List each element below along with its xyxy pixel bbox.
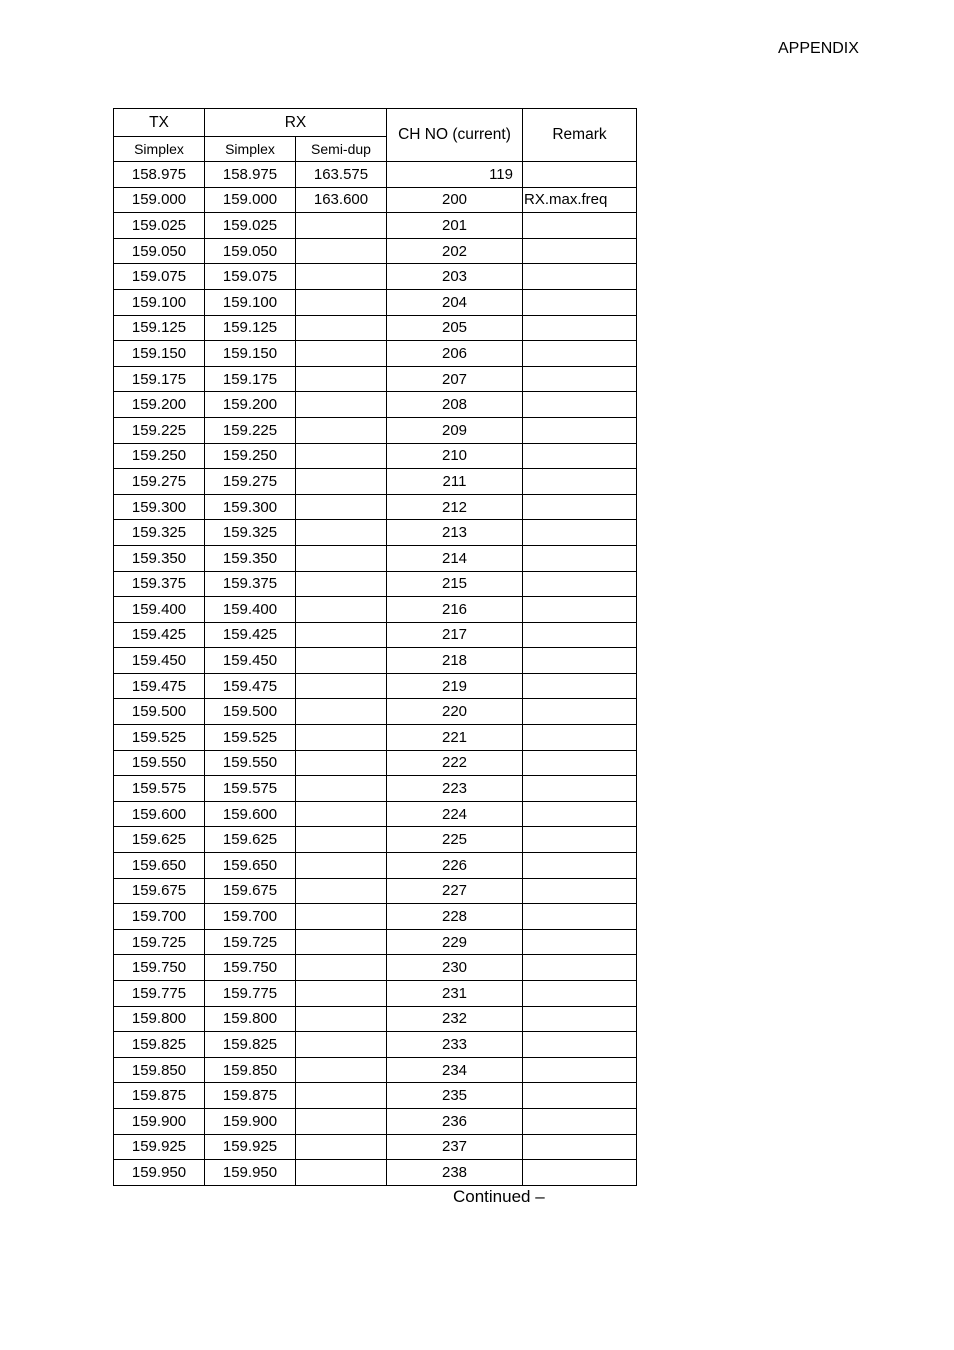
table-row xyxy=(114,878,637,904)
cell-rx-simplex: 159.825 xyxy=(205,1032,296,1058)
cell-rx-simplex: 159.100 xyxy=(205,289,296,315)
table-row xyxy=(114,801,637,827)
cell-remark xyxy=(523,520,637,546)
cell-ch-no: 238 xyxy=(387,1160,523,1186)
table-row xyxy=(114,187,637,213)
cell-rx-semidup xyxy=(296,571,387,597)
table-row xyxy=(114,904,637,930)
cell-rx-simplex: 159.625 xyxy=(205,827,296,853)
cell-ch-no: 201 xyxy=(387,213,523,239)
cell-rx-semidup xyxy=(296,750,387,776)
table-row xyxy=(114,545,637,571)
table-row xyxy=(114,1108,637,1134)
cell-ch-no: 211 xyxy=(387,469,523,495)
cell-rx-semidup xyxy=(296,289,387,315)
cell-rx-simplex: 159.675 xyxy=(205,878,296,904)
cell-remark xyxy=(523,494,637,520)
cell-remark xyxy=(523,366,637,392)
cell-rx-simplex: 159.600 xyxy=(205,801,296,827)
header-ch-no: CH NO (current) xyxy=(387,109,523,162)
table-row xyxy=(114,699,637,725)
cell-rx-semidup xyxy=(296,801,387,827)
continued-note: Continued – xyxy=(453,1187,545,1206)
cell-remark xyxy=(523,264,637,290)
table-body xyxy=(114,162,637,1186)
subheader-rx-semidup: Semi-dup xyxy=(296,137,387,162)
cell-rx-simplex: 159.000 xyxy=(205,187,296,213)
cell-remark xyxy=(523,597,637,623)
cell-rx-semidup xyxy=(296,622,387,648)
cell-remark xyxy=(523,673,637,699)
cell-ch-no: 217 xyxy=(387,622,523,648)
cell-rx-semidup xyxy=(296,904,387,930)
table-row xyxy=(114,213,637,239)
cell-tx: 159.625 xyxy=(114,827,205,853)
cell-remark xyxy=(523,648,637,674)
cell-rx-simplex: 159.800 xyxy=(205,1006,296,1032)
cell-tx: 159.600 xyxy=(114,801,205,827)
cell-remark xyxy=(523,443,637,469)
cell-rx-simplex: 159.150 xyxy=(205,341,296,367)
cell-rx-simplex: 159.175 xyxy=(205,366,296,392)
cell-ch-no: 227 xyxy=(387,878,523,904)
cell-rx-simplex: 159.350 xyxy=(205,545,296,571)
table-row xyxy=(114,622,637,648)
cell-tx: 159.850 xyxy=(114,1057,205,1083)
cell-rx-semidup xyxy=(296,955,387,981)
cell-rx-semidup xyxy=(296,929,387,955)
cell-rx-semidup xyxy=(296,597,387,623)
cell-rx-simplex: 159.325 xyxy=(205,520,296,546)
cell-rx-semidup xyxy=(296,1006,387,1032)
cell-rx-simplex: 159.525 xyxy=(205,725,296,751)
cell-tx: 159.125 xyxy=(114,315,205,341)
cell-rx-simplex: 159.925 xyxy=(205,1134,296,1160)
table-row xyxy=(114,1134,637,1160)
cell-ch-no: 233 xyxy=(387,1032,523,1058)
table-row xyxy=(114,315,637,341)
cell-tx: 159.200 xyxy=(114,392,205,418)
cell-remark xyxy=(523,699,637,725)
cell-ch-no: 236 xyxy=(387,1108,523,1134)
cell-tx: 159.350 xyxy=(114,545,205,571)
cell-ch-no: 224 xyxy=(387,801,523,827)
cell-rx-semidup xyxy=(296,1032,387,1058)
cell-rx-simplex: 159.300 xyxy=(205,494,296,520)
cell-rx-simplex: 158.975 xyxy=(205,162,296,188)
cell-rx-semidup xyxy=(296,341,387,367)
cell-rx-semidup xyxy=(296,494,387,520)
cell-rx-semidup: 163.600 xyxy=(296,187,387,213)
cell-ch-no: 223 xyxy=(387,776,523,802)
cell-tx: 159.900 xyxy=(114,1108,205,1134)
cell-rx-simplex: 159.500 xyxy=(205,699,296,725)
cell-tx: 159.250 xyxy=(114,443,205,469)
cell-rx-semidup xyxy=(296,827,387,853)
table-row xyxy=(114,1006,637,1032)
cell-tx: 159.000 xyxy=(114,187,205,213)
cell-tx: 159.375 xyxy=(114,571,205,597)
cell-rx-semidup xyxy=(296,545,387,571)
cell-rx-semidup xyxy=(296,1134,387,1160)
cell-tx: 159.800 xyxy=(114,1006,205,1032)
table-row xyxy=(114,725,637,751)
cell-tx: 159.400 xyxy=(114,597,205,623)
cell-remark: RX.max.freq xyxy=(523,187,637,213)
cell-remark xyxy=(523,1134,637,1160)
cell-remark xyxy=(523,162,637,188)
cell-remark xyxy=(523,853,637,879)
table-row xyxy=(114,673,637,699)
cell-rx-simplex: 159.050 xyxy=(205,238,296,264)
cell-tx: 159.300 xyxy=(114,494,205,520)
table-row xyxy=(114,571,637,597)
cell-remark xyxy=(523,238,637,264)
table-row xyxy=(114,443,637,469)
table-row xyxy=(114,1083,637,1109)
cell-remark xyxy=(523,801,637,827)
table-row xyxy=(114,648,637,674)
cell-ch-no: 222 xyxy=(387,750,523,776)
cell-rx-simplex: 159.850 xyxy=(205,1057,296,1083)
table-row xyxy=(114,264,637,290)
cell-tx: 159.775 xyxy=(114,981,205,1007)
cell-rx-simplex: 159.875 xyxy=(205,1083,296,1109)
cell-ch-no: 208 xyxy=(387,392,523,418)
cell-remark xyxy=(523,1108,637,1134)
header-remark: Remark xyxy=(523,109,637,162)
cell-rx-semidup xyxy=(296,776,387,802)
cell-remark xyxy=(523,776,637,802)
cell-remark xyxy=(523,1057,637,1083)
cell-rx-semidup xyxy=(296,1160,387,1186)
cell-rx-simplex: 159.025 xyxy=(205,213,296,239)
cell-ch-no: 215 xyxy=(387,571,523,597)
cell-remark xyxy=(523,827,637,853)
cell-rx-semidup xyxy=(296,443,387,469)
cell-rx-semidup xyxy=(296,1108,387,1134)
cell-tx: 159.675 xyxy=(114,878,205,904)
cell-tx: 159.225 xyxy=(114,417,205,443)
cell-rx-semidup xyxy=(296,213,387,239)
table-row xyxy=(114,1160,637,1186)
channel-table xyxy=(113,108,637,1186)
cell-remark xyxy=(523,750,637,776)
cell-tx: 159.025 xyxy=(114,213,205,239)
cell-ch-no: 235 xyxy=(387,1083,523,1109)
cell-remark xyxy=(523,981,637,1007)
cell-rx-simplex: 159.250 xyxy=(205,443,296,469)
cell-rx-semidup xyxy=(296,878,387,904)
cell-remark xyxy=(523,878,637,904)
appendix-header: APPENDIX xyxy=(778,40,859,57)
cell-rx-semidup xyxy=(296,673,387,699)
table-row xyxy=(114,597,637,623)
cell-tx: 159.925 xyxy=(114,1134,205,1160)
cell-tx: 159.650 xyxy=(114,853,205,879)
cell-ch-no: 230 xyxy=(387,955,523,981)
table-row xyxy=(114,929,637,955)
header-rx: RX xyxy=(205,109,387,137)
cell-ch-no: 207 xyxy=(387,366,523,392)
cell-ch-no: 237 xyxy=(387,1134,523,1160)
cell-rx-semidup xyxy=(296,238,387,264)
cell-remark xyxy=(523,469,637,495)
cell-rx-simplex: 159.275 xyxy=(205,469,296,495)
cell-remark xyxy=(523,929,637,955)
cell-rx-semidup xyxy=(296,469,387,495)
cell-tx: 159.175 xyxy=(114,366,205,392)
cell-tx: 159.750 xyxy=(114,955,205,981)
cell-ch-no: 212 xyxy=(387,494,523,520)
cell-tx: 159.450 xyxy=(114,648,205,674)
cell-remark xyxy=(523,392,637,418)
cell-rx-semidup xyxy=(296,1057,387,1083)
cell-rx-semidup xyxy=(296,648,387,674)
cell-rx-simplex: 159.650 xyxy=(205,853,296,879)
cell-tx: 159.950 xyxy=(114,1160,205,1186)
subheader-tx-simplex: Simplex xyxy=(114,137,205,162)
cell-ch-no: 225 xyxy=(387,827,523,853)
table-row xyxy=(114,776,637,802)
cell-ch-no: 219 xyxy=(387,673,523,699)
table-row xyxy=(114,1057,637,1083)
cell-rx-simplex: 159.575 xyxy=(205,776,296,802)
cell-remark xyxy=(523,213,637,239)
cell-remark xyxy=(523,725,637,751)
cell-ch-no: 226 xyxy=(387,853,523,879)
cell-tx: 158.975 xyxy=(114,162,205,188)
table-row xyxy=(114,417,637,443)
cell-tx: 159.525 xyxy=(114,725,205,751)
cell-ch-no: 218 xyxy=(387,648,523,674)
cell-ch-no: 206 xyxy=(387,341,523,367)
cell-remark xyxy=(523,571,637,597)
cell-remark xyxy=(523,341,637,367)
cell-ch-no: 209 xyxy=(387,417,523,443)
cell-ch-no: 229 xyxy=(387,929,523,955)
table-row xyxy=(114,341,637,367)
cell-remark xyxy=(523,904,637,930)
cell-tx: 159.150 xyxy=(114,341,205,367)
table-row xyxy=(114,827,637,853)
cell-rx-simplex: 159.775 xyxy=(205,981,296,1007)
cell-rx-simplex: 159.700 xyxy=(205,904,296,930)
cell-ch-no: 216 xyxy=(387,597,523,623)
cell-tx: 159.550 xyxy=(114,750,205,776)
cell-tx: 159.425 xyxy=(114,622,205,648)
cell-rx-semidup xyxy=(296,1083,387,1109)
cell-remark xyxy=(523,315,637,341)
cell-rx-simplex: 159.750 xyxy=(205,955,296,981)
cell-rx-simplex: 159.200 xyxy=(205,392,296,418)
cell-rx-semidup xyxy=(296,417,387,443)
cell-ch-no: 213 xyxy=(387,520,523,546)
cell-ch-no: 202 xyxy=(387,238,523,264)
cell-rx-simplex: 159.950 xyxy=(205,1160,296,1186)
cell-rx-simplex: 159.225 xyxy=(205,417,296,443)
cell-remark xyxy=(523,417,637,443)
cell-tx: 159.725 xyxy=(114,929,205,955)
cell-rx-simplex: 159.900 xyxy=(205,1108,296,1134)
table-row xyxy=(114,750,637,776)
cell-tx: 159.275 xyxy=(114,469,205,495)
cell-ch-no: 214 xyxy=(387,545,523,571)
cell-rx-simplex: 159.550 xyxy=(205,750,296,776)
cell-rx-simplex: 159.475 xyxy=(205,673,296,699)
cell-ch-no: 232 xyxy=(387,1006,523,1032)
cell-rx-simplex: 159.400 xyxy=(205,597,296,623)
cell-tx: 159.700 xyxy=(114,904,205,930)
cell-remark xyxy=(523,1032,637,1058)
cell-remark xyxy=(523,1006,637,1032)
cell-tx: 159.575 xyxy=(114,776,205,802)
cell-rx-semidup xyxy=(296,520,387,546)
cell-rx-simplex: 159.125 xyxy=(205,315,296,341)
cell-rx-semidup xyxy=(296,264,387,290)
cell-ch-no: 220 xyxy=(387,699,523,725)
cell-tx: 159.475 xyxy=(114,673,205,699)
table-row xyxy=(114,238,637,264)
cell-rx-simplex: 159.725 xyxy=(205,929,296,955)
cell-tx: 159.875 xyxy=(114,1083,205,1109)
table-row xyxy=(114,955,637,981)
cell-ch-no: 204 xyxy=(387,289,523,315)
cell-tx: 159.075 xyxy=(114,264,205,290)
table-row xyxy=(114,981,637,1007)
cell-ch-no: 203 xyxy=(387,264,523,290)
header-tx: TX xyxy=(114,109,205,137)
table-row xyxy=(114,1032,637,1058)
subheader-rx-simplex: Simplex xyxy=(205,137,296,162)
cell-tx: 159.050 xyxy=(114,238,205,264)
table-row xyxy=(114,469,637,495)
cell-ch-no: 205 xyxy=(387,315,523,341)
cell-tx: 159.825 xyxy=(114,1032,205,1058)
cell-rx-semidup: 163.575 xyxy=(296,162,387,188)
cell-rx-semidup xyxy=(296,725,387,751)
cell-remark xyxy=(523,1083,637,1109)
cell-tx: 159.500 xyxy=(114,699,205,725)
cell-remark xyxy=(523,955,637,981)
table-row xyxy=(114,392,637,418)
table-row xyxy=(114,162,637,188)
cell-ch-no: 228 xyxy=(387,904,523,930)
cell-rx-simplex: 159.450 xyxy=(205,648,296,674)
cell-rx-simplex: 159.425 xyxy=(205,622,296,648)
table-row xyxy=(114,520,637,546)
table-row xyxy=(114,366,637,392)
table-row xyxy=(114,494,637,520)
cell-remark xyxy=(523,545,637,571)
table-row xyxy=(114,289,637,315)
cell-ch-no: 234 xyxy=(387,1057,523,1083)
table-row xyxy=(114,853,637,879)
cell-rx-semidup xyxy=(296,981,387,1007)
cell-ch-no: 119 xyxy=(387,162,523,188)
cell-tx: 159.100 xyxy=(114,289,205,315)
cell-ch-no: 200 xyxy=(387,187,523,213)
cell-rx-semidup xyxy=(296,315,387,341)
cell-remark xyxy=(523,622,637,648)
cell-rx-semidup xyxy=(296,392,387,418)
cell-rx-semidup xyxy=(296,699,387,725)
cell-rx-simplex: 159.375 xyxy=(205,571,296,597)
cell-ch-no: 221 xyxy=(387,725,523,751)
cell-rx-semidup xyxy=(296,853,387,879)
cell-tx: 159.325 xyxy=(114,520,205,546)
cell-remark xyxy=(523,1160,637,1186)
cell-rx-semidup xyxy=(296,366,387,392)
cell-ch-no: 231 xyxy=(387,981,523,1007)
cell-remark xyxy=(523,289,637,315)
cell-rx-simplex: 159.075 xyxy=(205,264,296,290)
cell-ch-no: 210 xyxy=(387,443,523,469)
